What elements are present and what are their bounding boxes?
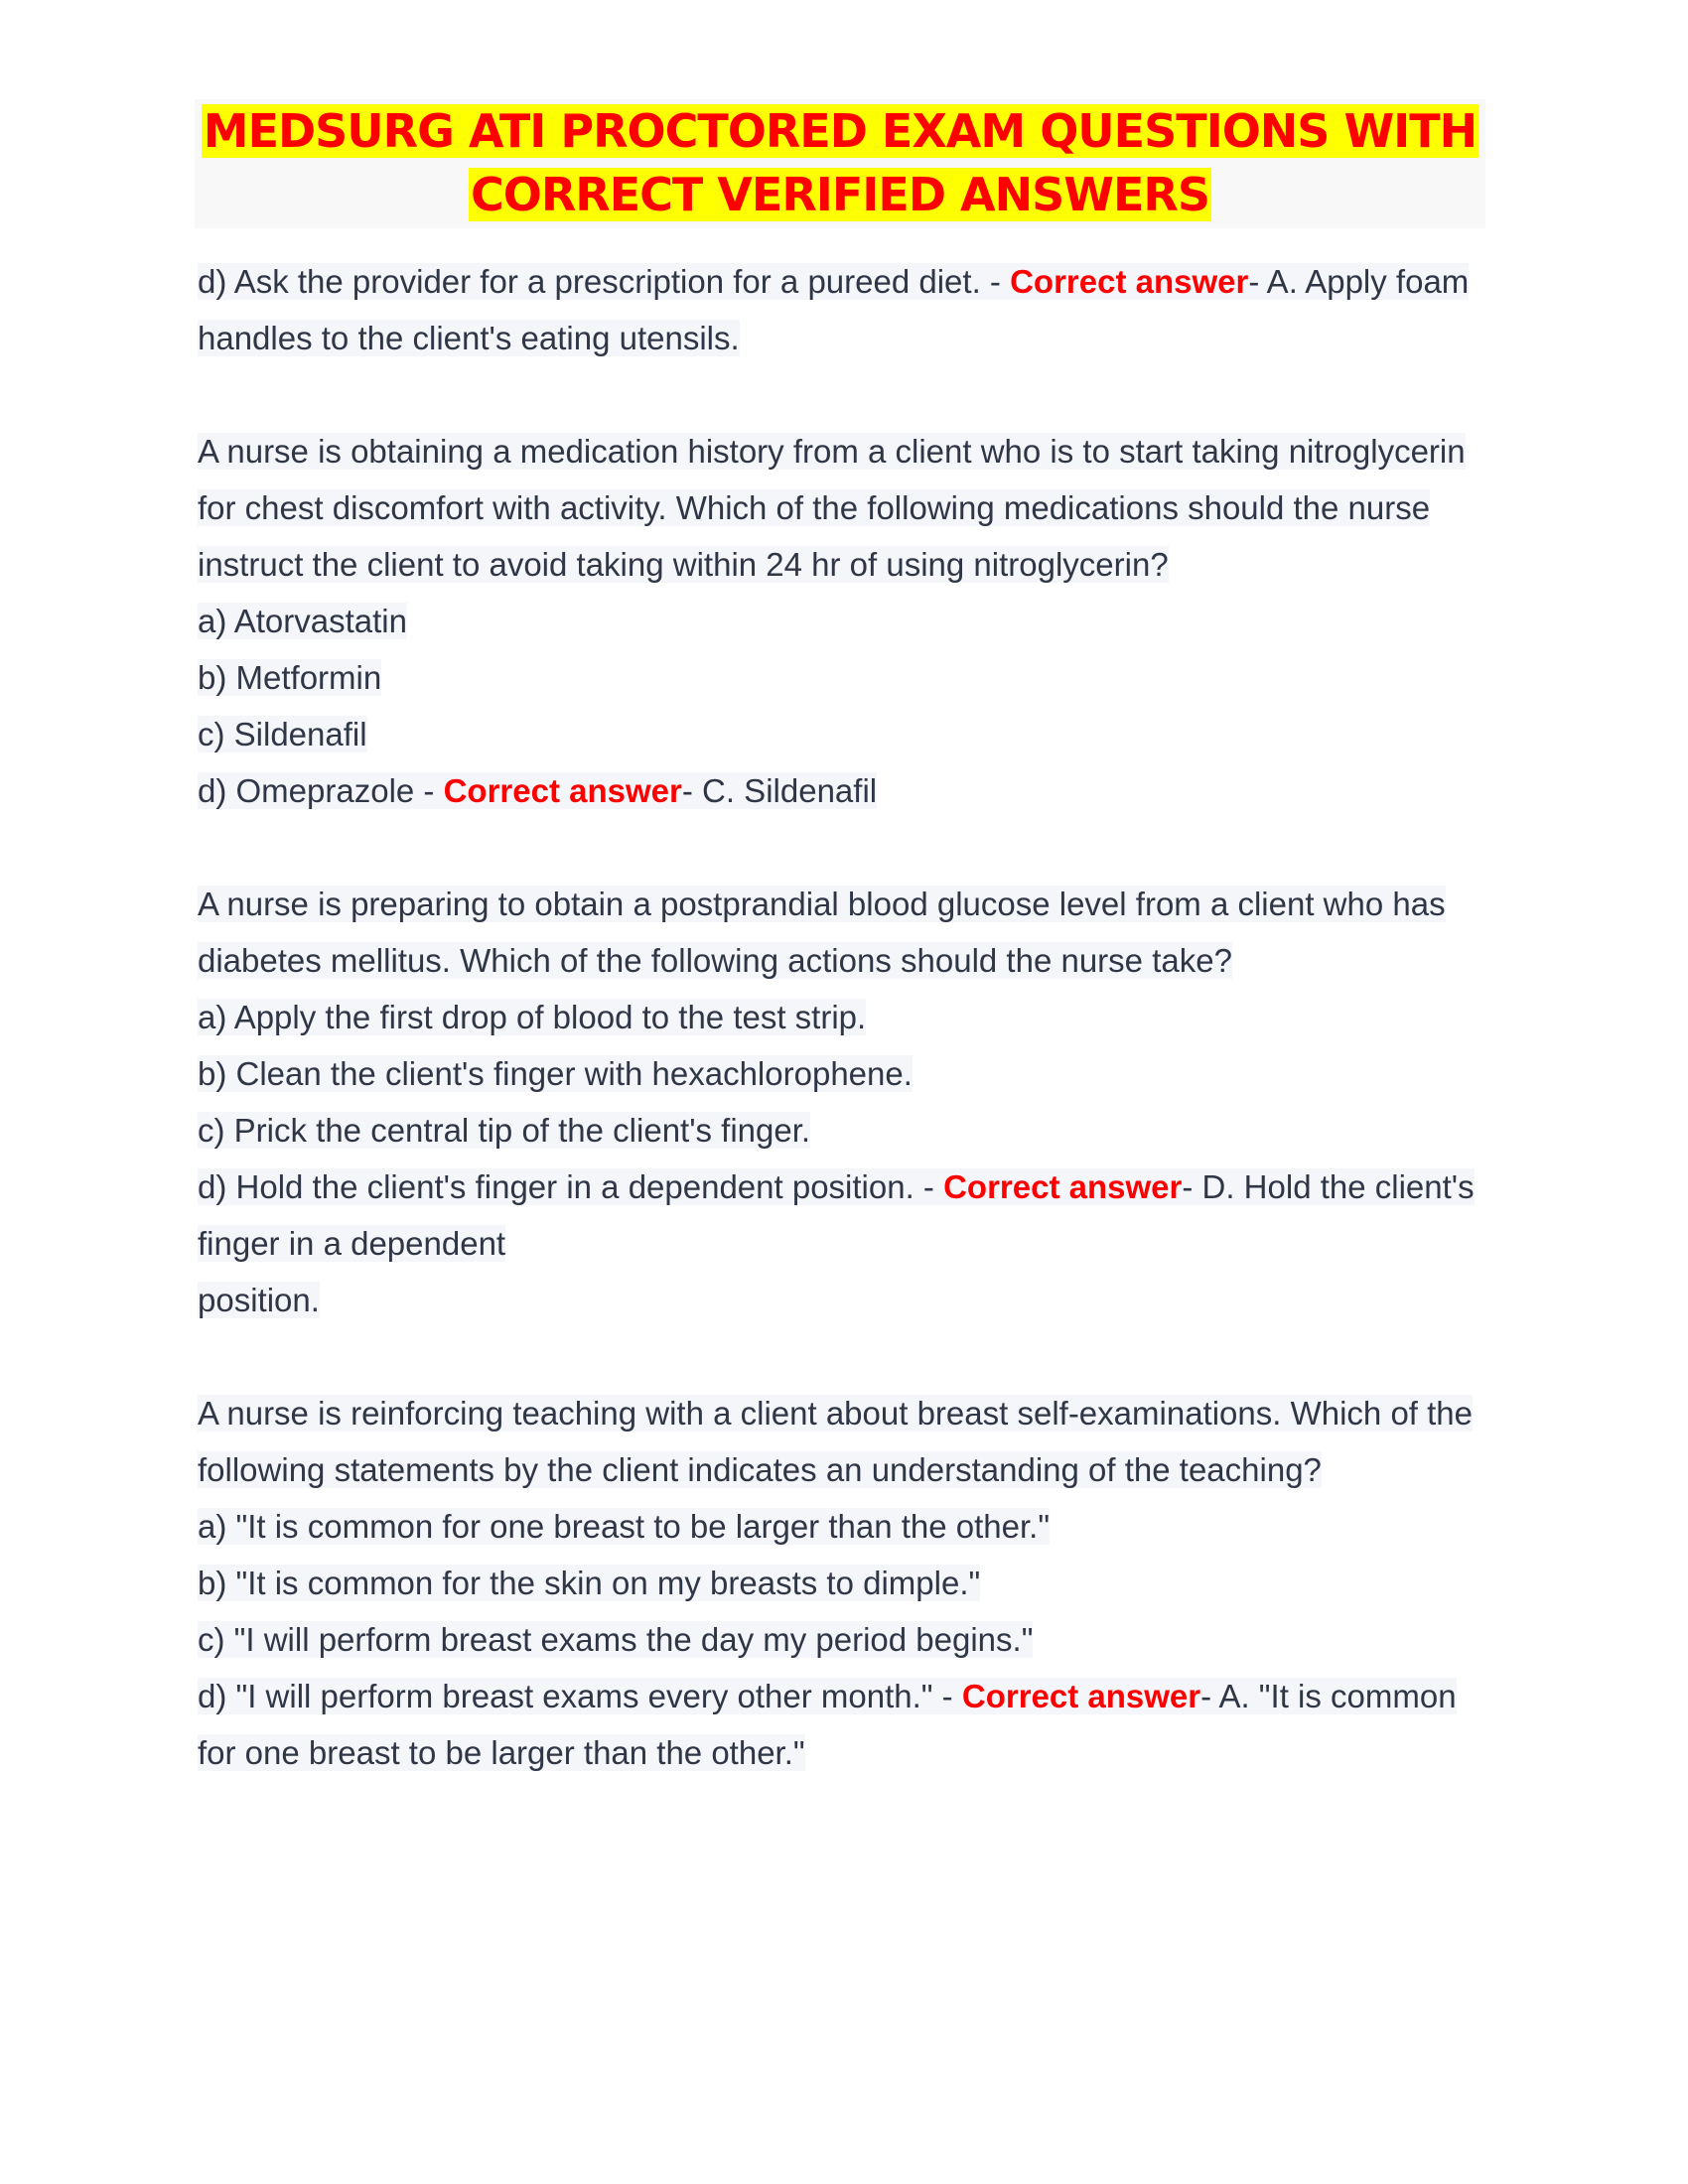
title-line-1: MEDSURG ATI PROCTORED EXAM QUESTIONS WITH	[203, 104, 1477, 158]
correct-answer-label: Correct answer	[1010, 263, 1249, 300]
correct-answer-label: Correct answer	[443, 772, 682, 809]
text-line: handles to the client's eating utensils.	[198, 320, 740, 356]
option-b: b) "It is common for the skin on my breasts to dimple."	[198, 1565, 981, 1601]
question-line: A nurse is preparing to obtain a postprandial blood glucose level from a client who has	[198, 886, 1446, 922]
option-d-answer: d) "I will perform breast exams every other month." - Correct answer- A. "It is common	[198, 1678, 1457, 1714]
answer-continuation: position.	[198, 1282, 320, 1318]
option-a: a) "It is common for one breast to be larger than the other."	[198, 1508, 1051, 1545]
option-c: c) Sildenafil	[198, 716, 367, 752]
option-c: c) "I will perform breast exams the day my period begins."	[198, 1621, 1034, 1658]
option-b: b) Metformin	[198, 659, 382, 696]
option-c: c) Prick the central tip of the client's finger.	[198, 1112, 811, 1149]
correct-answer-label: Correct answer	[943, 1168, 1183, 1205]
option-a: a) Atorvastatin	[198, 603, 407, 639]
question-line: A nurse is obtaining a medication history from a client who is to start taking nitroglycerin	[198, 433, 1466, 470]
answer-line: d) Ask the provider for a prescription for a pureed diet. - Correct answer- A. Apply foam	[198, 263, 1470, 300]
title-line-2: CORRECT VERIFIED ANSWERS	[471, 168, 1209, 221]
document-body	[198, 253, 1488, 1781]
answer-continuation: for one breast to be larger than the other."	[198, 1734, 805, 1771]
option-a: a) Apply the first drop of blood to the test strip.	[198, 999, 867, 1035]
question-line: for chest discomfort with activity. Which of the following medications should the nurse	[198, 489, 1431, 526]
document-title	[195, 99, 1485, 228]
answer-continuation: finger in a dependent	[198, 1225, 506, 1262]
question-line: following statements by the client indicates an understanding of the teaching?	[198, 1451, 1322, 1488]
question-line: instruct the client to avoid taking within 24 hr of using nitroglycerin?	[198, 546, 1169, 583]
option-d-answer: d) Omeprazole - Correct answer- C. Sildenafil	[198, 772, 878, 809]
question-line: A nurse is reinforcing teaching with a client about breast self-examinations. Which of the	[198, 1395, 1474, 1432]
option-b: b) Clean the client's finger with hexachlorophene.	[198, 1055, 913, 1092]
correct-answer-label: Correct answer	[961, 1678, 1201, 1714]
option-d-answer: d) Hold the client's finger in a dependent position. - Correct answer- D. Hold the client's	[198, 1168, 1475, 1205]
question-line: diabetes mellitus. Which of the following actions should the nurse take?	[198, 942, 1232, 979]
